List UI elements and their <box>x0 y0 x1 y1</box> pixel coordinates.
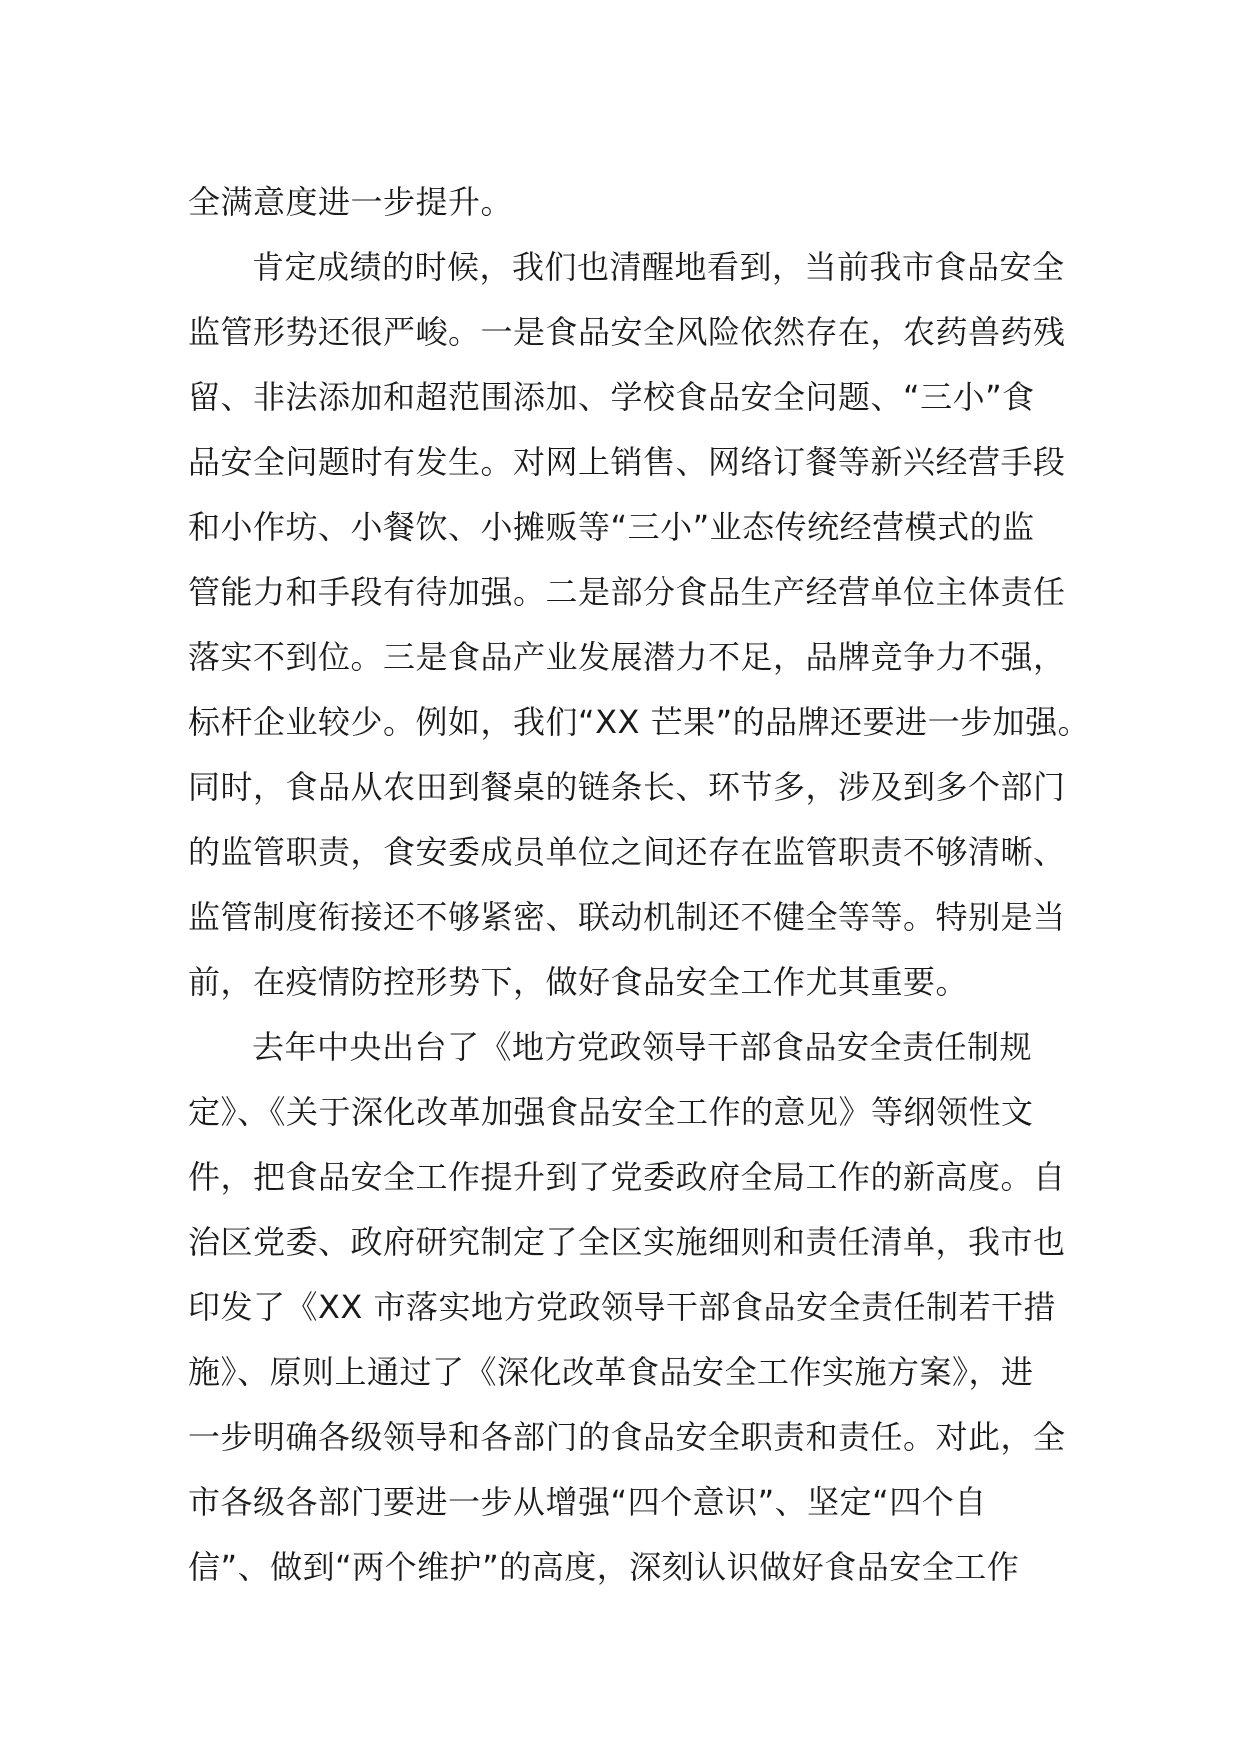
text-line: 留、非法添加和超范围添加、学校食品安全问题、“三小”食 <box>188 378 1035 416</box>
text-line: 监管制度衔接还不够紧密、联动机制还不健全等等。特别是当 <box>188 898 1066 936</box>
text-line: 全满意度进一步提升。 <box>188 183 514 221</box>
text-line: 和小作坊、小餐饮、小摊贩等“三小”业态传统经营模式的监 <box>188 508 1035 546</box>
text-line: 品安全问题时有发生。对网上销售、网络订餐等新兴经营手段 <box>188 443 1066 481</box>
paragraph-start-line: 去年中央出台了《地方党政领导干部食品安全责任制规 <box>252 1028 1033 1066</box>
text-line: 监管形势还很严峻。一是食品安全风险依然存在，农药兽药残 <box>188 313 1066 351</box>
text-line: 同时，食品从农田到餐桌的链条长、环节多，涉及到多个部门 <box>188 768 1066 806</box>
text-line: 件，把食品安全工作提升到了党委政府全局工作的新高度。自 <box>188 1158 1066 1196</box>
text-line: 市各级各部门要进一步从增强“四个意识”、坚定“四个自 <box>188 1483 987 1521</box>
text-line: 落实不到位。三是食品产业发展潜力不足，品牌竞争力不强， <box>188 638 1066 676</box>
text-line: 管能力和手段有待加强。二是部分食品生产经营单位主体责任 <box>188 573 1066 611</box>
text-line: 一步明确各级领导和各部门的食品安全职责和责任。对此，全 <box>188 1418 1066 1456</box>
text-line: 的监管职责，食安委成员单位之间还存在监管职责不够清晰、 <box>188 833 1066 871</box>
text-line: 治区党委、政府研究制定了全区实施细则和责任清单，我市也 <box>188 1223 1066 1261</box>
text-line: 施》、原则上通过了《深化改革食品安全工作实施方案》，进 <box>188 1353 1034 1391</box>
text-line: 标杆企业较少。例如，我们“XX 芒果”的品牌还要进一步加强。 <box>188 703 1091 741</box>
text-line: 信”、做到“两个维护”的高度，深刻认识做好食品安全工作 <box>188 1548 1020 1586</box>
text-line: 定》、《关于深化改革加强食品安全工作的意见》等纲领性文 <box>188 1093 1034 1131</box>
text-line: 前，在疫情防控形势下，做好食品安全工作尤其重要。 <box>188 963 969 1001</box>
text-line: 印发了《XX 市落实地方党政领导干部食品安全责任制若干措 <box>188 1288 1057 1326</box>
body-text <box>188 170 1091 1600</box>
paragraph-start-line: 肯定成绩的时候，我们也清醒地看到，当前我市食品安全 <box>252 248 1065 286</box>
